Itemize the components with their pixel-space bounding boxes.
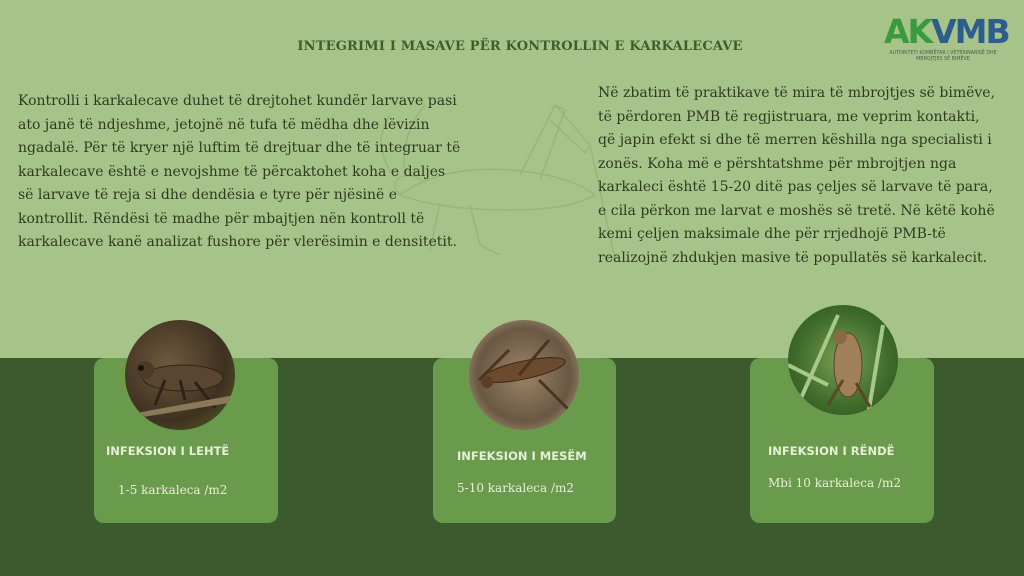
page-title: INTEGRIMI I MASAVE PËR KONTROLLIN E KARKALECAVE [297, 39, 743, 54]
card-value-light: 1-5 karkaleca /m2 [118, 483, 228, 497]
grasshopper-photo-light [125, 320, 235, 430]
card-title-medium: INFEKSION I MESËM [457, 449, 587, 463]
card-title-light: INFEKSION I LEHTË [106, 444, 230, 458]
logo-wordmark: AKVMB [884, 12, 1009, 51]
grasshopper-photo-medium [469, 320, 579, 430]
paragraph-good-practices: Në zbatim të praktikave të mira të mbrojtjes së bimëve, të përdoren PMB të regjistruara, me veprim kontakti, që japin efekt si dhe të merren këshilla nga specialisti i zonës. Koha më e përshtatshme për mbrojtjen nga karkaleci është 15-20 ditë pas çeljes së larvave të para, e cila përkon me larvat e moshës së tretë. Në këtë kohë kemi çeljen maksimale dhe për rrjedhojë PMB-të realizojnë zhdukjen masive të popullatës së karkalecit. [598, 85, 996, 266]
card-value-medium: 5-10 karkaleca /m2 [457, 481, 575, 495]
paragraph-larva-control: Kontrolli i karkalecave duhet të drejtohet kundër larvave pasi ato janë të ndjeshme, jetojnë në tufa të mëdha dhe lëvizin ngadalë. Për të kryer një luftim të drejtuar dhe të integruar të karkalecave është e nevojshme të përcaktohet koha e daljes së larvave të reja si dhe dendësia e tyre për njësinë e kontrollit. Rëndësi të madhe për mbajtjen nën kontroll të karkalecave kanë analizat fushore për vlerësimin e densitetit. [18, 93, 461, 250]
organization-logo [884, 12, 1009, 72]
card-value-heavy: Mbi 10 karkaleca /m2 [768, 476, 901, 490]
logo-subtitle: AUTORITETI KOMBËTAR I VETERINARISË DHE MBROJTJES SË BIMËVE [889, 51, 997, 62]
card-title-heavy: INFEKSION I RËNDË [768, 444, 895, 458]
grasshopper-photo-heavy [788, 305, 898, 415]
